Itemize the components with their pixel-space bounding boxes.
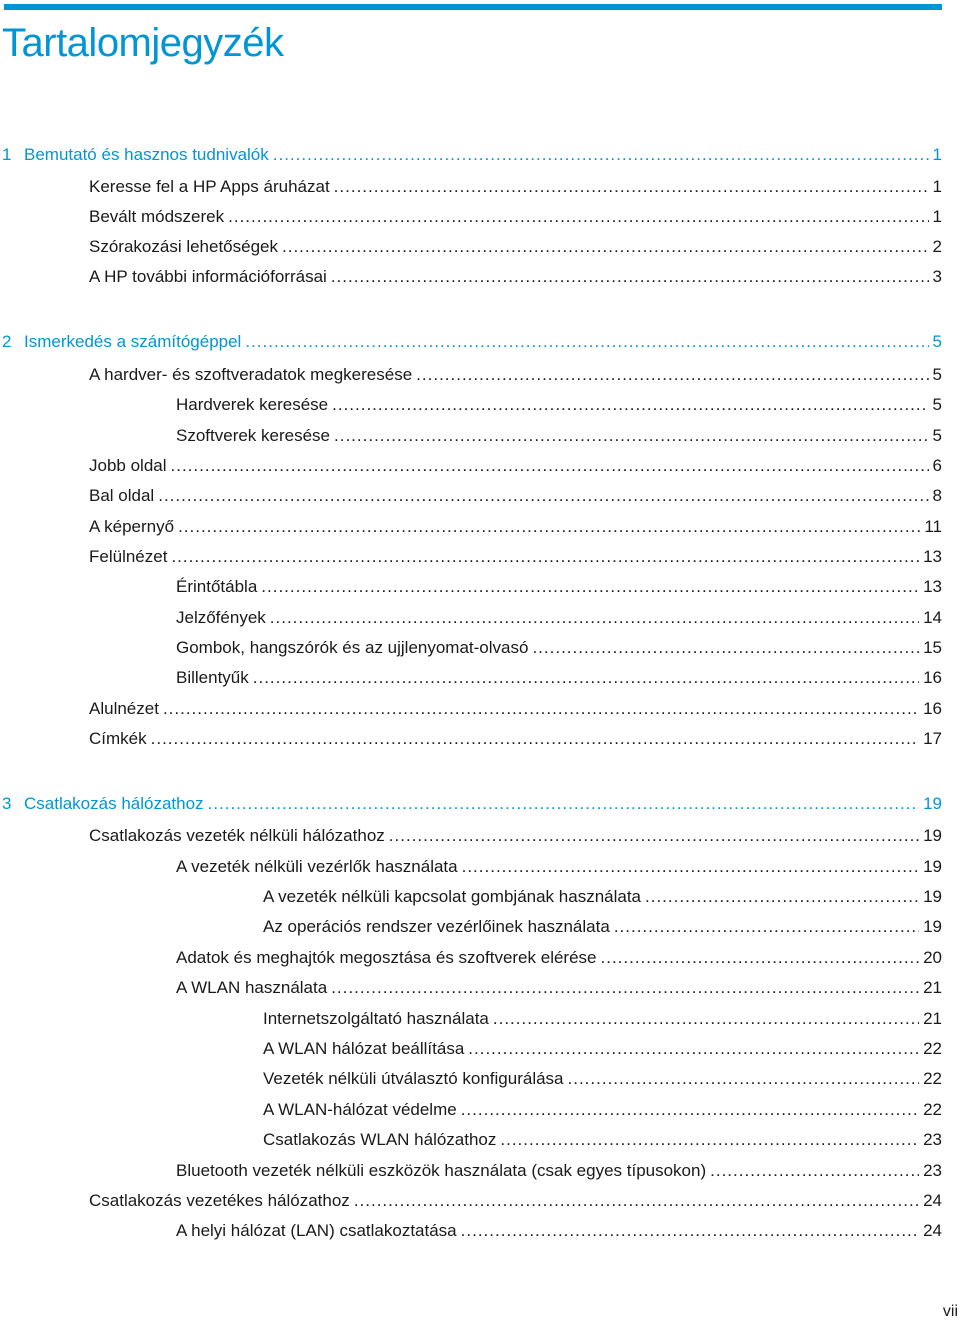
toc-page-number: 5 xyxy=(932,365,942,384)
toc-page-number: 19 xyxy=(923,857,942,876)
dot-leader xyxy=(270,607,919,629)
toc-entry[interactable] xyxy=(89,698,942,720)
toc-entry[interactable] xyxy=(89,206,942,228)
dot-leader xyxy=(461,1220,919,1242)
toc-page-number: 17 xyxy=(923,729,942,748)
dot-leader xyxy=(389,825,919,847)
dot-leader xyxy=(334,176,929,198)
toc-entry[interactable] xyxy=(263,1008,942,1030)
toc-entry[interactable] xyxy=(176,576,942,598)
dot-leader xyxy=(354,1190,919,1212)
toc-entry-label: Jobb oldal xyxy=(89,456,167,475)
dot-leader xyxy=(416,364,928,386)
toc-entry-label: A képernyő xyxy=(89,517,175,536)
dot-leader xyxy=(282,236,929,258)
toc-page-number: 21 xyxy=(923,1009,942,1028)
dot-leader xyxy=(331,266,929,288)
dot-leader xyxy=(158,485,928,507)
toc-entry-label: Internetszolgáltató használata xyxy=(263,1009,489,1028)
toc-entry[interactable] xyxy=(176,667,942,689)
toc-page-number: 2 xyxy=(932,237,942,256)
toc-entry-label: A WLAN-hálózat védelme xyxy=(263,1100,457,1119)
toc-entry[interactable] xyxy=(89,516,942,538)
toc-page-number: 16 xyxy=(923,668,942,687)
toc-entry-label: Szórakozási lehetőségek xyxy=(89,237,279,256)
toc-entry-label: Bevált módszerek xyxy=(89,207,225,226)
dot-leader xyxy=(568,1068,920,1090)
dot-leader xyxy=(171,455,929,477)
toc-page-number: 1 xyxy=(932,145,942,164)
toc-chapter-entry[interactable] xyxy=(2,793,942,815)
dot-leader xyxy=(245,331,928,353)
toc-entry-label: A WLAN hálózat beállítása xyxy=(263,1039,465,1058)
dot-leader xyxy=(500,1129,919,1151)
toc-entry-label: Adatok és meghajtók megosztása és szoftverek elérése xyxy=(176,948,597,967)
toc-page-number: 20 xyxy=(923,948,942,967)
toc-page-number: 3 xyxy=(932,267,942,286)
toc-entry[interactable] xyxy=(263,1038,942,1060)
toc-entry[interactable] xyxy=(176,856,942,878)
toc-entry-label: Bal oldal xyxy=(89,486,155,505)
toc-entry-label: Ismerkedés a számítógéppel xyxy=(24,332,242,351)
toc-page-number: 23 xyxy=(923,1130,942,1149)
toc-entry[interactable] xyxy=(263,916,942,938)
toc-entry[interactable] xyxy=(176,977,942,999)
dot-leader xyxy=(601,947,920,969)
dot-leader xyxy=(151,728,919,750)
dot-leader xyxy=(462,856,919,878)
toc-entry-label: Vezeték nélküli útválasztó konfigurálása xyxy=(263,1069,564,1088)
toc-page-number: 5 xyxy=(932,426,942,445)
toc-entry-label: A helyi hálózat (LAN) csatlakoztatása xyxy=(176,1221,457,1240)
toc-page-number: 14 xyxy=(923,608,942,627)
toc-entry[interactable] xyxy=(89,364,942,386)
toc-entry-label: Hardverek keresése xyxy=(176,395,329,414)
dot-leader xyxy=(163,698,919,720)
dot-leader xyxy=(331,977,919,999)
page-title: Tartalomjegyzék xyxy=(2,21,284,65)
toc-entry-label: Jelzőfények xyxy=(176,608,266,627)
toc-entry-label: Felülnézet xyxy=(89,547,168,566)
toc-entry[interactable] xyxy=(176,947,942,969)
toc-entry-label: Csatlakozás WLAN hálózathoz xyxy=(263,1130,497,1149)
toc-entry-label: A vezeték nélküli vezérlők használata xyxy=(176,857,458,876)
toc-page-number: 23 xyxy=(923,1161,942,1180)
toc-entry[interactable] xyxy=(89,1190,942,1212)
dot-leader xyxy=(710,1160,919,1182)
toc-page-number: 5 xyxy=(932,395,942,414)
toc-entry[interactable] xyxy=(176,1220,942,1242)
toc-page-number: 22 xyxy=(923,1039,942,1058)
toc-entry-label: A vezeték nélküli kapcsolat gombjának használata xyxy=(263,887,642,906)
toc-entry-label: Gombok, hangszórók és az ujjlenyomat-olvasó xyxy=(176,638,529,657)
dot-leader xyxy=(178,516,920,538)
toc-entry-label: Címkék xyxy=(89,729,147,748)
toc-page-number: 1 xyxy=(932,207,942,226)
toc-entry[interactable] xyxy=(89,176,942,198)
toc-page-number: 16 xyxy=(923,699,942,718)
toc-entry-label: Csatlakozás hálózathoz xyxy=(24,794,204,813)
toc-page-number: 24 xyxy=(923,1221,942,1240)
toc-entry[interactable] xyxy=(263,886,942,908)
toc-page-number: 13 xyxy=(923,577,942,596)
toc-page-number: 5 xyxy=(932,332,942,351)
toc-page-number: 19 xyxy=(923,917,942,936)
toc-entry[interactable] xyxy=(89,236,942,258)
toc-page-number: 1 xyxy=(932,177,942,196)
dot-leader xyxy=(645,886,919,908)
toc-entry-label: Érintőtábla xyxy=(176,577,258,596)
toc-page-number: 6 xyxy=(932,456,942,475)
toc-entry[interactable] xyxy=(176,1160,942,1182)
toc-entry-label: Bemutató és hasznos tudnivalók xyxy=(24,145,269,164)
toc-chapter-entry[interactable] xyxy=(2,331,942,353)
toc-entry[interactable] xyxy=(89,825,942,847)
toc-entry-label: A HP további információforrásai xyxy=(89,267,327,286)
dot-leader xyxy=(468,1038,919,1060)
toc-entry[interactable] xyxy=(263,1068,942,1090)
toc-entry-label: A hardver- és szoftveradatok megkeresése xyxy=(89,365,413,384)
dot-leader xyxy=(334,425,929,447)
toc-page-number: 21 xyxy=(923,978,942,997)
dot-leader xyxy=(273,144,929,166)
toc-page-number: 19 xyxy=(923,826,942,845)
toc-entry-label: Szoftverek keresése xyxy=(176,426,331,445)
toc-chapter-number: 3 xyxy=(2,794,12,813)
toc-entry[interactable] xyxy=(176,394,942,416)
toc-entry[interactable] xyxy=(89,266,942,288)
toc-entry-label: Az operációs rendszer vezérlőinek használata xyxy=(263,917,610,936)
toc-entry[interactable] xyxy=(176,425,942,447)
toc-page-number: 8 xyxy=(932,486,942,505)
dot-leader xyxy=(493,1008,919,1030)
toc-entry-label: Csatlakozás vezeték nélküli hálózathoz xyxy=(89,826,385,845)
toc-entry[interactable] xyxy=(176,637,942,659)
toc-entry-label: Alulnézet xyxy=(89,699,159,718)
toc-entry[interactable] xyxy=(89,455,942,477)
dot-leader xyxy=(461,1099,919,1121)
toc-chapter-entry[interactable] xyxy=(2,144,942,166)
toc-entry-label: Billentyűk xyxy=(176,668,249,687)
dot-leader xyxy=(208,793,920,815)
dot-leader xyxy=(253,667,919,689)
toc-page-number: 11 xyxy=(924,517,942,536)
dot-leader xyxy=(332,394,928,416)
toc-entry-label: Bluetooth vezeték nélküli eszközök használata (csak egyes típusokon) xyxy=(176,1161,707,1180)
dot-leader xyxy=(228,206,928,228)
toc-page-number: 22 xyxy=(923,1100,942,1119)
toc-chapter-number: 1 xyxy=(2,145,12,164)
page-number: vii xyxy=(942,1303,958,1320)
dot-leader xyxy=(261,576,919,598)
toc-page-number: 15 xyxy=(923,638,942,657)
toc-entry[interactable] xyxy=(89,546,942,568)
dot-leader xyxy=(171,546,919,568)
toc-entry[interactable] xyxy=(263,1129,942,1151)
toc-entry[interactable] xyxy=(176,607,942,629)
toc-entry[interactable] xyxy=(89,485,942,507)
toc-entry[interactable] xyxy=(263,1099,942,1121)
toc-page-number: 19 xyxy=(923,887,942,906)
toc-entry[interactable] xyxy=(89,728,942,750)
dot-leader xyxy=(614,916,919,938)
toc-page-number: 13 xyxy=(923,547,942,566)
toc-entry-label: A WLAN használata xyxy=(176,978,328,997)
toc-page-number: 24 xyxy=(923,1191,942,1210)
dot-leader xyxy=(532,637,919,659)
toc-entry-label: Csatlakozás vezetékes hálózathoz xyxy=(89,1191,350,1210)
toc-page-number: 19 xyxy=(923,794,942,813)
toc-page-number: 22 xyxy=(923,1069,942,1088)
toc-chapter-number: 2 xyxy=(2,332,12,351)
toc-entry-label: Keresse fel a HP Apps áruházat xyxy=(89,177,330,196)
